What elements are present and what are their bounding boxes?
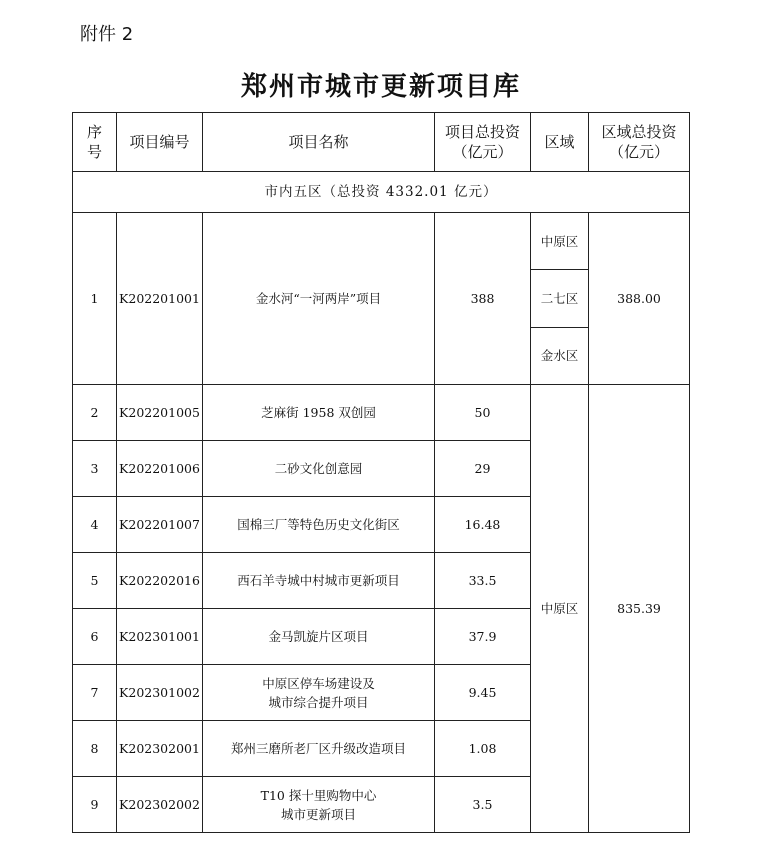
header-investment: 项目总投资 （亿元）	[435, 113, 531, 172]
cell-code: K202202016	[117, 553, 203, 609]
cell-group-region-total: 835.39	[589, 385, 690, 833]
cell-investment: 3.5	[435, 777, 531, 833]
cell-seq: 2	[73, 385, 117, 441]
header-region: 区域	[531, 113, 589, 172]
header-region-total: 区域总投资 （亿元）	[589, 113, 690, 172]
cell-name: 二砂文化创意园	[203, 441, 435, 497]
cell-code: K202201001	[117, 213, 203, 385]
cell-name: 中原区停车场建设及 城市综合提升项目	[203, 665, 435, 721]
cell-name: 金水河“一河两岸”项目	[203, 213, 435, 385]
cell-seq: 7	[73, 665, 117, 721]
project-table	[72, 112, 690, 833]
cell-code: K202201006	[117, 441, 203, 497]
table-row	[73, 213, 690, 385]
cell-name: T10 探十里购物中心 城市更新项目	[203, 777, 435, 833]
section-label: 市内五区（总投资 4332.01 亿元）	[73, 172, 690, 213]
cell-region-list	[531, 213, 589, 385]
cell-seq: 4	[73, 497, 117, 553]
cell-code: K202302002	[117, 777, 203, 833]
document-title: 郑州市城市更新项目库	[240, 72, 521, 102]
cell-name: 郑州三磨所老厂区升级改造项目	[203, 721, 435, 777]
cell-investment: 1.08	[435, 721, 531, 777]
cell-seq: 6	[73, 609, 117, 665]
cell-name: 芝麻街 1958 双创园	[203, 385, 435, 441]
cell-region-total: 388.00	[589, 213, 690, 385]
region-jinshui: 金水区	[531, 327, 588, 384]
cell-seq: 9	[73, 777, 117, 833]
cell-name: 国棉三厂等特色历史文化街区	[203, 497, 435, 553]
cell-seq: 3	[73, 441, 117, 497]
cell-investment: 16.48	[435, 497, 531, 553]
header-name: 项目名称	[203, 113, 435, 172]
table-row	[73, 385, 690, 441]
section-row	[73, 172, 690, 213]
region-erqi: 二七区	[531, 269, 588, 326]
cell-investment: 50	[435, 385, 531, 441]
cell-investment: 9.45	[435, 665, 531, 721]
cell-investment: 388	[435, 213, 531, 385]
cell-investment: 29	[435, 441, 531, 497]
cell-investment: 37.9	[435, 609, 531, 665]
cell-code: K202302001	[117, 721, 203, 777]
cell-name: 金马凯旋片区项目	[203, 609, 435, 665]
cell-code: K202201005	[117, 385, 203, 441]
region-zhongyuan: 中原区	[540, 233, 579, 249]
cell-code: K202301001	[117, 609, 203, 665]
cell-name: 西石羊寺城中村城市更新项目	[203, 553, 435, 609]
cell-seq: 1	[73, 213, 117, 385]
table-header-row	[73, 113, 690, 172]
cell-code: K202301002	[117, 665, 203, 721]
header-seq: 序 号	[73, 113, 117, 172]
cell-seq: 8	[73, 721, 117, 777]
cell-investment: 33.5	[435, 553, 531, 609]
cell-group-region: 中原区	[531, 385, 589, 833]
cell-code: K202201007	[117, 497, 203, 553]
cell-seq: 5	[73, 553, 117, 609]
attachment-label: 附件 2	[80, 24, 134, 45]
header-code: 项目编号	[117, 113, 203, 172]
